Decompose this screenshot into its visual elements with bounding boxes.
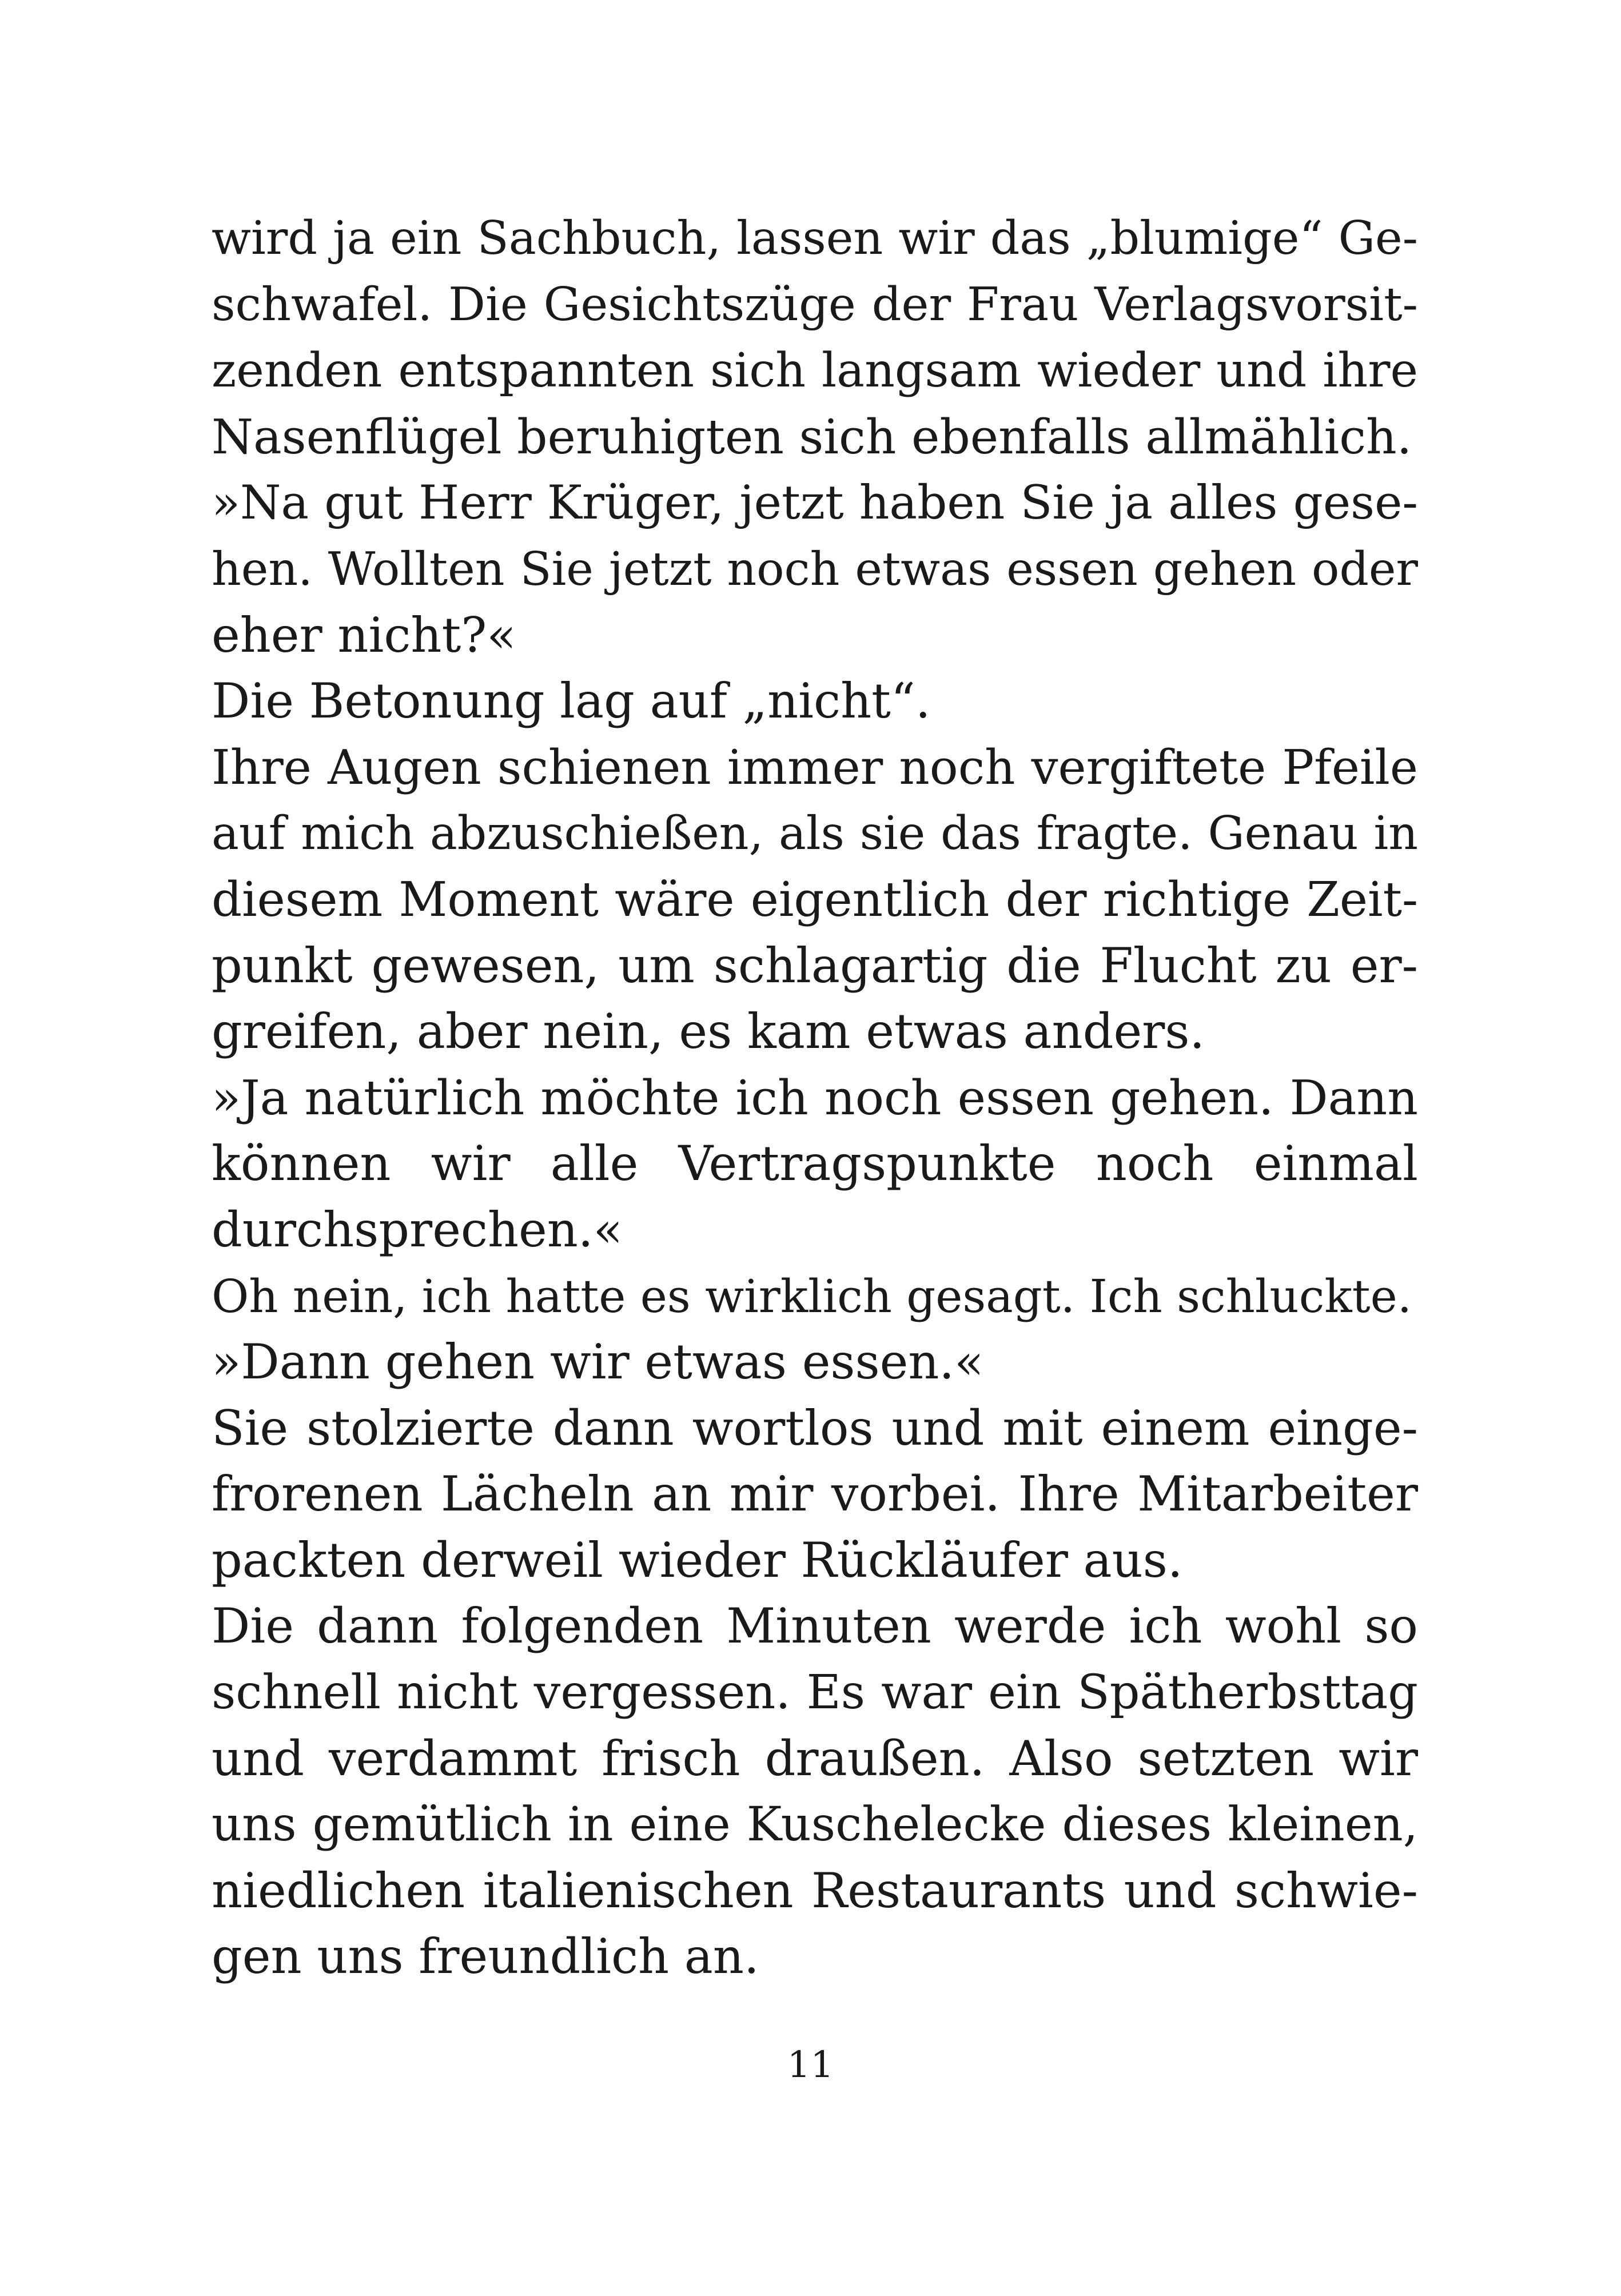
- text-line: punkt gewesen, um schlagartig die Flucht zu er-: [212, 937, 1418, 994]
- text-line: frorenen Lächeln an mir vorbei. Ihre Mitarbeiter: [212, 1466, 1418, 1522]
- text-line: können wir alle Vertragspunkte noch einmal: [212, 1135, 1418, 1192]
- text-line: wird ja ein Sachbuch, lassen wir das „blumige“ Ge-: [212, 212, 1418, 265]
- text-line: eher nicht?«: [212, 607, 516, 663]
- text-line: hen. Wollten Sie jetzt noch etwas essen gehen oder: [212, 541, 1418, 596]
- text-line: Nasenflügel beruhigten sich ebenfalls allmählich.: [212, 409, 1412, 465]
- text-line: durchsprechen.«: [212, 1201, 623, 1258]
- text-line: greifen, aber nein, es kam etwas anders.: [212, 1003, 1205, 1060]
- text-line: gen uns freundlich an.: [212, 1928, 759, 1985]
- text-line: schnell nicht vergessen. Es war ein Spätherbsttag: [212, 1665, 1418, 1720]
- text-line: und verdammt frisch draußen. Also setzten wir: [212, 1730, 1418, 1787]
- text-line: Ihre Augen schienen immer noch vergiftete Pfeile: [212, 739, 1418, 795]
- text-line: schwafel. Die Gesichtszüge der Frau Verlagsvorsit-: [212, 277, 1418, 332]
- text-line: »Na gut Herr Krüger, jetzt haben Sie ja alles gese-: [212, 476, 1418, 531]
- text-line: zenden entspannten sich langsam wieder und ihre: [212, 344, 1418, 398]
- text-line: Oh nein, ich hatte es wirklich gesagt. Ich schluckte.: [212, 1269, 1412, 1323]
- text-line: Die Betonung lag auf „nicht“.: [212, 673, 931, 730]
- text-line: »Ja natürlich möchte ich noch essen gehen. Dann: [212, 1069, 1418, 1126]
- text-line: uns gemütlich in eine Kuschelecke dieses kleinen,: [212, 1797, 1418, 1852]
- text-line: niedlichen italienischen Restaurants und schwie-: [212, 1862, 1418, 1919]
- text-line: diesem Moment wäre eigentlich der richtige Zeit-: [212, 871, 1418, 927]
- page-number: 11: [787, 2044, 834, 2086]
- text-line: »Dann gehen wir etwas essen.«: [212, 1334, 984, 1390]
- text-line: Sie stolzierte dann wortlos und mit einem einge-: [212, 1400, 1418, 1456]
- body-text: [212, 206, 1418, 1990]
- text-line: packten derweil wieder Rückläufer aus.: [212, 1532, 1183, 1588]
- text-line: auf mich abzuschießen, als sie das fragte. Genau in: [212, 806, 1418, 860]
- text-line: Die dann folgenden Minuten werde ich wohl so: [212, 1598, 1418, 1655]
